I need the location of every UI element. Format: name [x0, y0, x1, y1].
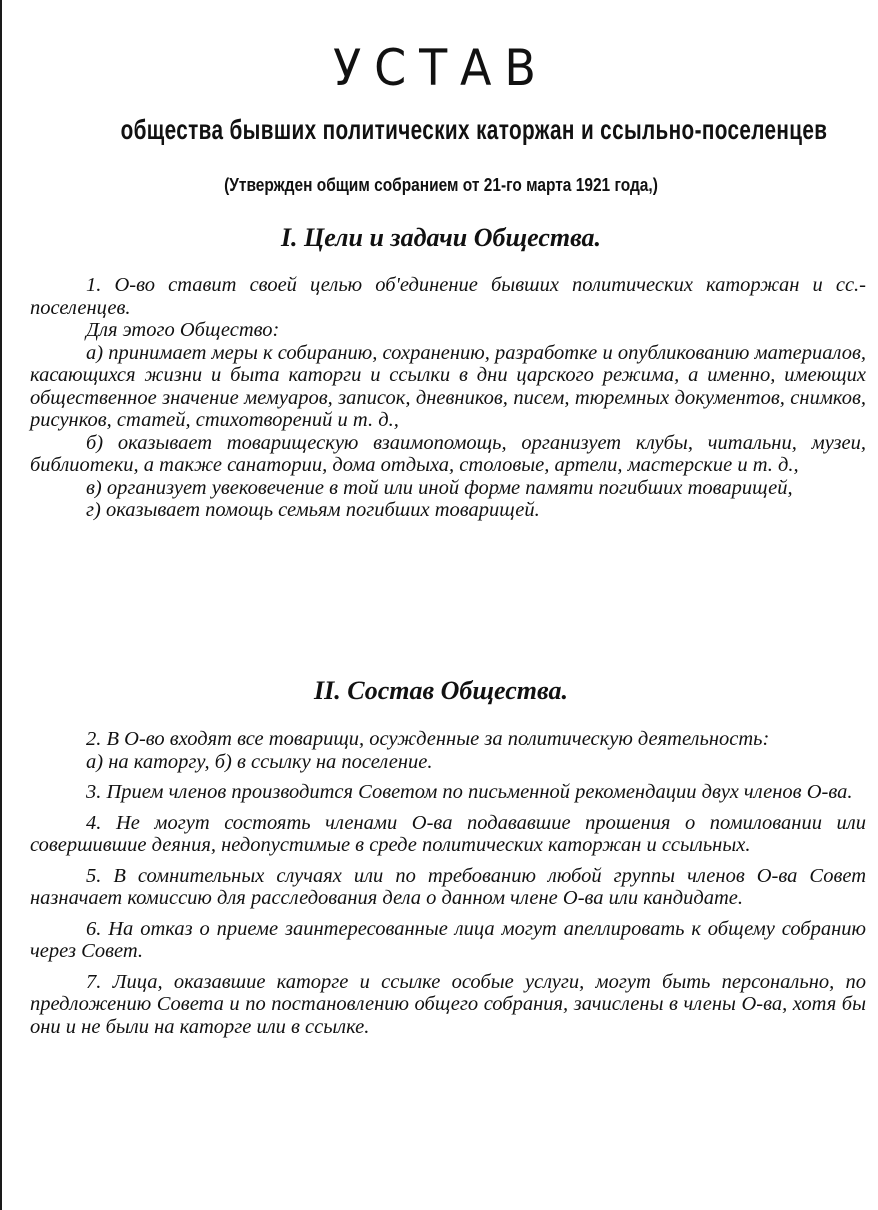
section-body-goals — [30, 274, 866, 522]
paragraph: 4. Не могут состоять членами О-ва подававшие прошения о помиловании или совершившие деяния, недопустимые в среде политических каторжан и ссыльных. — [30, 811, 866, 856]
paragraph: Для этого Общество: — [86, 319, 280, 341]
paragraph: 6. На отказ о приеме заинтересованные лица могут апеллировать к общему собранию через Совет. — [30, 917, 866, 962]
document-title: УСТАВ — [333, 39, 549, 97]
paragraph: в) организует увековечение в той или иной форме памяти погибших товарищей, — [86, 476, 793, 499]
paragraph: а) на каторгу, б) в ссылку на поселение. — [86, 750, 433, 773]
document-subtitle: общества бывших политических каторжан и ссыльно-поселенцев — [120, 114, 828, 145]
approval-note: (Утвержден общим собранием от 21-го марта 1921 года,) — [224, 175, 658, 195]
paragraph: 1. О-во ставит своей целью об'единение бывших политических каторжан и сс.-поселенцев. — [30, 274, 866, 319]
paragraph: 5. В сомнительных случаях или по требованию любой группы членов О-ва Совет назначает комиссию для расследования дела о данном члене О-ва или кандидате. — [30, 864, 866, 909]
paragraph: 3. Прием членов производится Советом по письменной рекомендации двух членов О-ва. — [86, 781, 853, 803]
paragraph: а) принимает меры к собиранию, сохранению, разработке и опубликованию материалов, касающихся жизни и быта каторги и ссылки в дни царского режима, а именно, имеющих общественное значение мемуаров, записок, дневников, писем, тюремных документов, снимков, рисунков, статей, стихотворений и т. д., — [30, 341, 866, 431]
paragraph: б) оказывает товарищескую взаимопомощь, организует клубы, читальни, музеи, библиотеки, а также санатории, дома отдыха, столовые, артели, мастерские и т. д., — [30, 431, 866, 476]
section-heading-membership: II. Состав Общества. — [314, 676, 568, 705]
section-body-membership — [30, 728, 866, 1046]
section-heading-goals: I. Цели и задачи Общества. — [280, 223, 602, 252]
paragraph: 7. Лица, оказавшие каторге и ссылке особые услуги, могут быть персонально, по предложению Совета и по постановлению общего собрания, зачислены в члены О-ва, хотя бы они и не были на каторге или в ссылке. — [30, 970, 866, 1038]
paragraph: 2. В О-во входят все товарищи, осужденные за политическую деятельность: — [86, 728, 770, 750]
paragraph: г) оказывает помощь семьям погибших товарищей. — [86, 499, 540, 521]
